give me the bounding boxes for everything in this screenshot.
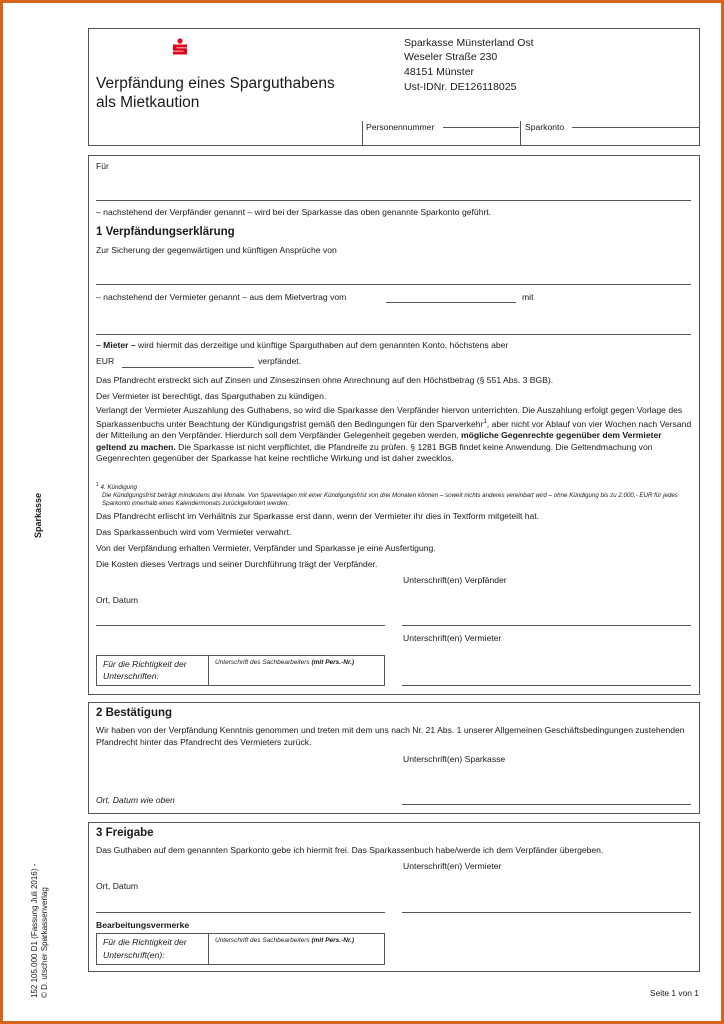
personennummer-label: Personennummer	[366, 122, 435, 132]
ort-datum-label: Ort, Datum	[96, 595, 139, 605]
mietvertrag-date-line[interactable]	[386, 302, 516, 303]
sachbearbeiter-label[interactable]	[215, 657, 354, 668]
p3-part2: , aber nicht vor Ablauf von vier Wochen nach Versand der Mitteilung an den Verpfänder. Hierdurch soll dem Verpfänder Gelegenheit gegeben werden,	[96, 418, 692, 441]
richtigkeit-divider	[208, 655, 209, 686]
paragraph-kosten: Die Kosten dieses Vertrags und seiner Durchführung trägt der Verpfänder.	[96, 559, 378, 569]
vermieter-input-line[interactable]	[96, 284, 691, 285]
section3-sachbearbeiter-label[interactable]	[215, 935, 354, 946]
signature-verpfaender-line[interactable]	[402, 625, 691, 626]
verpfaendet-label: verpfändet.	[258, 356, 301, 366]
richtigkeit-label-1: Für die Richtigkeit der	[103, 659, 187, 669]
mit-label: mit	[522, 292, 534, 302]
ort-datum-line[interactable]	[96, 625, 385, 626]
section2-title: 2 Bestätigung	[96, 707, 173, 719]
margin-publisher: © D. utscher Sparkassenverlag	[40, 887, 49, 998]
paragraph-ausfertigung: Von der Verpfändung erhalten Vermieter, Verpfänder und Sparkasse je eine Ausfertigung.	[96, 543, 436, 553]
signature-vermieter-line[interactable]	[402, 685, 691, 686]
margin-form-number: 152 105.000 D1 (Fassung Juli 2016) -	[30, 863, 39, 998]
sparkonto-label: Sparkonto	[525, 122, 565, 132]
page-number: Seite 1 von 1	[650, 988, 699, 998]
footnote-number: 1	[96, 482, 99, 488]
paragraph-pfandrecht-zinsen: Das Pfandrecht erstreckt sich auf Zinsen und Zinseszinsen ohne Anrechnung auf den Höchstbetrag (§ 551 Abs. 3 BGB).	[96, 375, 554, 385]
section3-ort-datum-line[interactable]	[96, 912, 385, 913]
bearbeitungsvermerke-label: Bearbeitungsvermerke	[96, 920, 190, 930]
richtigkeit-label-2: Unterschriften:	[103, 671, 159, 681]
mieter-line	[96, 340, 508, 351]
fuer-label: Für	[96, 161, 109, 171]
p3-bold: mögliche Gegenrechte gegenüber dem Vermieter geltend zu machen.	[96, 430, 662, 452]
form-title-line1: Verpfändung eines Sparguthabens	[96, 75, 335, 92]
section2-text: Wir haben von der Verpfändung Kenntnis genommen und treten mit dem uns nach Nr. 21 Abs. 1 unserer Allgemeinen Geschäftsbedingungen zustehenden Pfandrecht hinter das Pfandrecht des Vermieters zurück.	[96, 725, 685, 747]
signature-sparkasse-label: Unterschrift(en) Sparkasse	[403, 754, 506, 764]
paragraph-erloeschen: Das Pfandrecht erlischt im Verhältnis zur Sparkasse erst dann, wenn der Vermieter ihr dies in Textform mitgeteilt hat.	[96, 511, 540, 521]
eur-amount-line[interactable]	[122, 367, 254, 368]
signature-verpfaender-label: Unterschrift(en) Verpfänder	[403, 575, 507, 585]
section3-pers-nr-text: (mit Pers.-Nr.)	[311, 937, 355, 944]
section3-richtigkeit-divider	[208, 933, 209, 965]
bank-name: Sparkasse Münsterland Ost	[404, 37, 534, 49]
eur-label: EUR	[96, 356, 115, 366]
section3-richtigkeit-label-2: Unterschrift(en):	[103, 950, 165, 960]
section3-text: Das Guthaben auf dem genannten Sparkonto gebe ich hiermit frei. Das Sparkassenbuch habe/werde ich dem Verpfänder übergeben.	[96, 845, 604, 855]
pers-nr-text: (mit Pers.-Nr.)	[311, 659, 355, 666]
p3-part3: Die Sparkasse ist nicht verpflichtet, die Pfandreife zu prüfen. § 1281 BGB findet keine Anwendung. Die Geltendmachung von Gegenrechten gegenüber der Sparkasse hat keine rechtliche Wirkung und ist daher zwecklos.	[96, 441, 653, 464]
signature-sparkasse-line[interactable]	[402, 804, 691, 805]
mieter-input-line[interactable]	[96, 334, 691, 335]
section3-signature-line[interactable]	[402, 912, 691, 913]
section3-title: 3 Freigabe	[96, 827, 154, 839]
signature-vermieter-label: Unterschrift(en) Vermieter	[403, 633, 502, 643]
bank-vat-id: Ust-IDNr. DE126118025	[404, 81, 517, 93]
mieter-rest: wird hiermit das derzeitige und künftige Sparguthaben auf dem genannten Konto, höchstens aber	[135, 340, 509, 350]
paragraph-verwahrung: Das Sparkassenbuch wird vom Vermieter verwahrt.	[96, 527, 292, 537]
sparkasse-logo-icon	[172, 38, 188, 55]
personennummer-rule	[443, 127, 519, 128]
sparkonto-rule	[572, 127, 699, 128]
section1-title: 1 Verpfändungserklärung	[96, 226, 235, 238]
footnote-title: 4. Kündigung	[100, 484, 137, 492]
margin-brand: Sparkasse	[33, 492, 43, 538]
bank-street: Weseler Straße 230	[404, 51, 498, 63]
section2-box	[88, 702, 700, 814]
section3-sachbearbeiter-text: Unterschrift des Sachbearbeiters	[215, 937, 312, 944]
footnote-text: Die Kündigungsfrist beträgt mindestens drei Monate. Von Spareinlagen mit einer Kündigungsfrist von drei Monaten können – soweit nichts anderes vereinbart wird – ohne Kündigung bis zu 2.000,- EUR für jedes Sparkonto innerhalb eines Kalendermonats zurückgefordert werden.	[102, 492, 678, 508]
sachbearbeiter-text: Unterschrift des Sachbearbeiters	[215, 659, 312, 666]
section2-ort-datum-label: Ort, Datum wie oben	[96, 795, 175, 805]
p3-footnote-ref: 1	[483, 418, 487, 425]
paragraph-auszahlung	[96, 405, 692, 465]
p3-part1: Verlangt der Vermieter Auszahlung des Guthabens, so wird die Sparkasse den Verpfänder hiervon unterrichten. Die Auszahlung erfolgt gegen Vorlage des Sparkassenbuchs unter Beachtung der Kündigungsfrist gemäß den Bedingungen für den Sparverkehr	[96, 405, 683, 429]
section3-signature-vermieter-label: Unterschrift(en) Vermieter	[403, 861, 502, 871]
footnote	[96, 481, 692, 508]
section1-intro: Zur Sicherung der gegenwärtigen und künftigen Ansprüche von	[96, 245, 337, 255]
verpfaender-note: – nachstehend der Verpfänder genannt – wird bei der Sparkasse das oben genannte Sparkonto geführt.	[96, 207, 492, 217]
form-title-line2: als Mietkaution	[96, 94, 200, 111]
bank-city: 48151 Münster	[404, 66, 475, 78]
fuer-input-line[interactable]	[96, 200, 691, 201]
vermieter-note: – nachstehend der Vermieter genannt – aus dem Mietvertrag vom	[96, 292, 347, 302]
mieter-bold: – Mieter –	[96, 340, 136, 350]
section3-richtigkeit-label-1: Für die Richtigkeit der	[103, 937, 187, 947]
paragraph-kuendigung: Der Vermieter ist berechtigt, das Sparguthaben zu kündigen.	[96, 391, 327, 401]
section3-ort-datum-label: Ort, Datum	[96, 881, 139, 891]
